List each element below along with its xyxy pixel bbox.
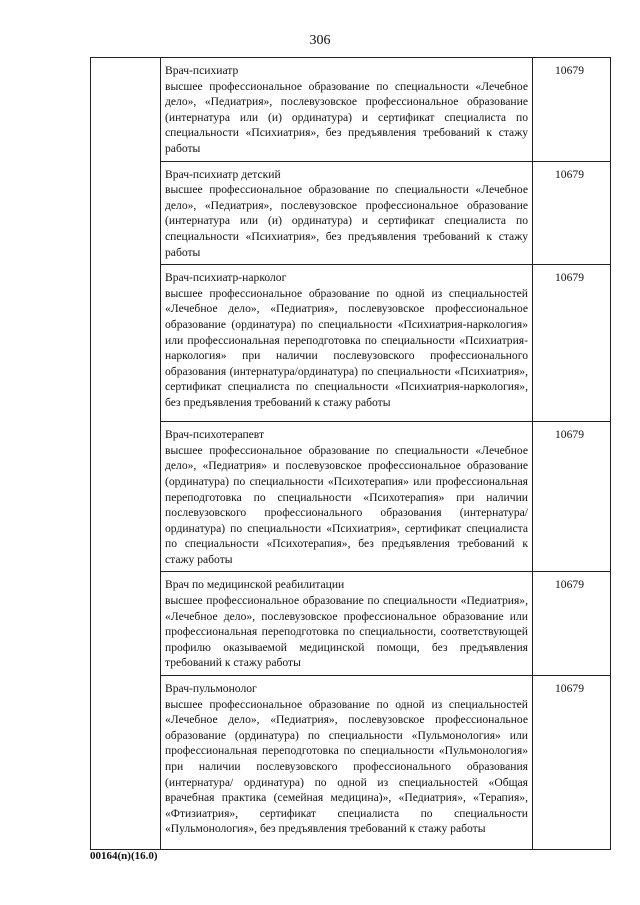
position-cell [161,676,533,850]
table-row [91,265,611,422]
code-cell: 10679 [533,676,611,850]
position-title: Врач-психиатр-нарколог [165,271,287,285]
position-requirements: высшее профессиональное образование по специальности «Лечебное дело», «Педиатрия», послевузовское профессиональное образование (интернатура или (и) ординатура) и сертификат специалиста по специальности «Психиатрия», без предъявления требований к стажу работы [165,79,528,155]
position-cell [161,422,533,572]
table-row [91,422,611,572]
position-requirements: высшее профессиональное образование по специальности «Педиатрия», «Лечебное дело», послевузовское профессиональное образование или профессиональная переподготовка по специальности, соответствующей профилю оказываемой медицинской помощи, без предъявления требований к стажу работы [165,594,528,670]
table-row [91,676,611,850]
position-requirements: высшее профессиональное образование по специальности «Лечебное дело», «Педиатрия», послевузовское профессиональное образование (интернатура или (и) ординатура) и сертификат специалиста по специальности «Психиатрия», без предъявления требований к стажу работы [165,183,528,259]
position-cell [161,161,533,265]
page-number: 306 [309,33,331,48]
position-cell [161,58,533,162]
position-requirements: высшее профессиональное образование по одной из специальностей «Лечебное дело», «Педиатрия», послевузовское профессиональное образование (ординатура) по специальности «Пульмонология» или профессиональная переподготовка по специальности «Пульмонология» при наличии послевузовского профессионального образования (интернатура/ ординатура) по одной из специальностей «Общая врачебная практика (семейная медицина)», «Педиатрия», «Терапия», «Фтизиатрия», сертификат специалиста по специальности «Пульмонология», без предъявления требований к стажу работы [165,697,528,836]
position-title: Врач-психиатр [165,64,239,77]
qualification-table [90,57,611,850]
table-row [91,58,611,162]
code-cell: 10679 [533,58,611,162]
position-title: Врач по медицинской реабилитации [165,578,345,592]
empty-cell [91,58,161,850]
code-cell: 10679 [533,265,611,422]
document-code: 00164(n)(16.0) [90,850,158,862]
code-cell: 10679 [533,161,611,265]
code-cell: 10679 [533,572,611,676]
position-title: Врач-пульмонолог [165,682,257,696]
position-cell [161,572,533,676]
table-row [91,161,611,265]
code-cell: 10679 [533,422,611,572]
position-title: Врач-психиатр детский [165,167,281,181]
position-cell [161,265,533,422]
position-requirements: высшее профессиональное образование по специальности «Лечебное дело», «Педиатрия» и послевузовское профессиональное образование (ординатура) по специальности «Психотерапия» или профессиональная переподготовка по специальности «Психотерапия» при наличии послевузовского профессионального образования (интернатура/ординатура) по специальности «Психиатрия», сертификат специалиста по специальности «Психотерапия», без предъявления требований к стажу работы [165,443,528,566]
position-requirements: высшее профессиональное образование по одной из специальностей «Лечебное дело», «Педиатрия», послевузовское профессиональное образование (ординатура) по специальности «Психиатрия-наркология» или профессиональная переподготовка по специальности «Психиатрия-наркология» при наличии послевузовского профессионального образования (интернатура/ординатура) по специальности «Психиатрия», сертификат специалиста по специальности «Психиатрия-наркология», без предъявления требований к стажу работы [165,286,528,409]
position-title: Врач-психотерапевт [165,428,265,442]
table-row [91,572,611,676]
